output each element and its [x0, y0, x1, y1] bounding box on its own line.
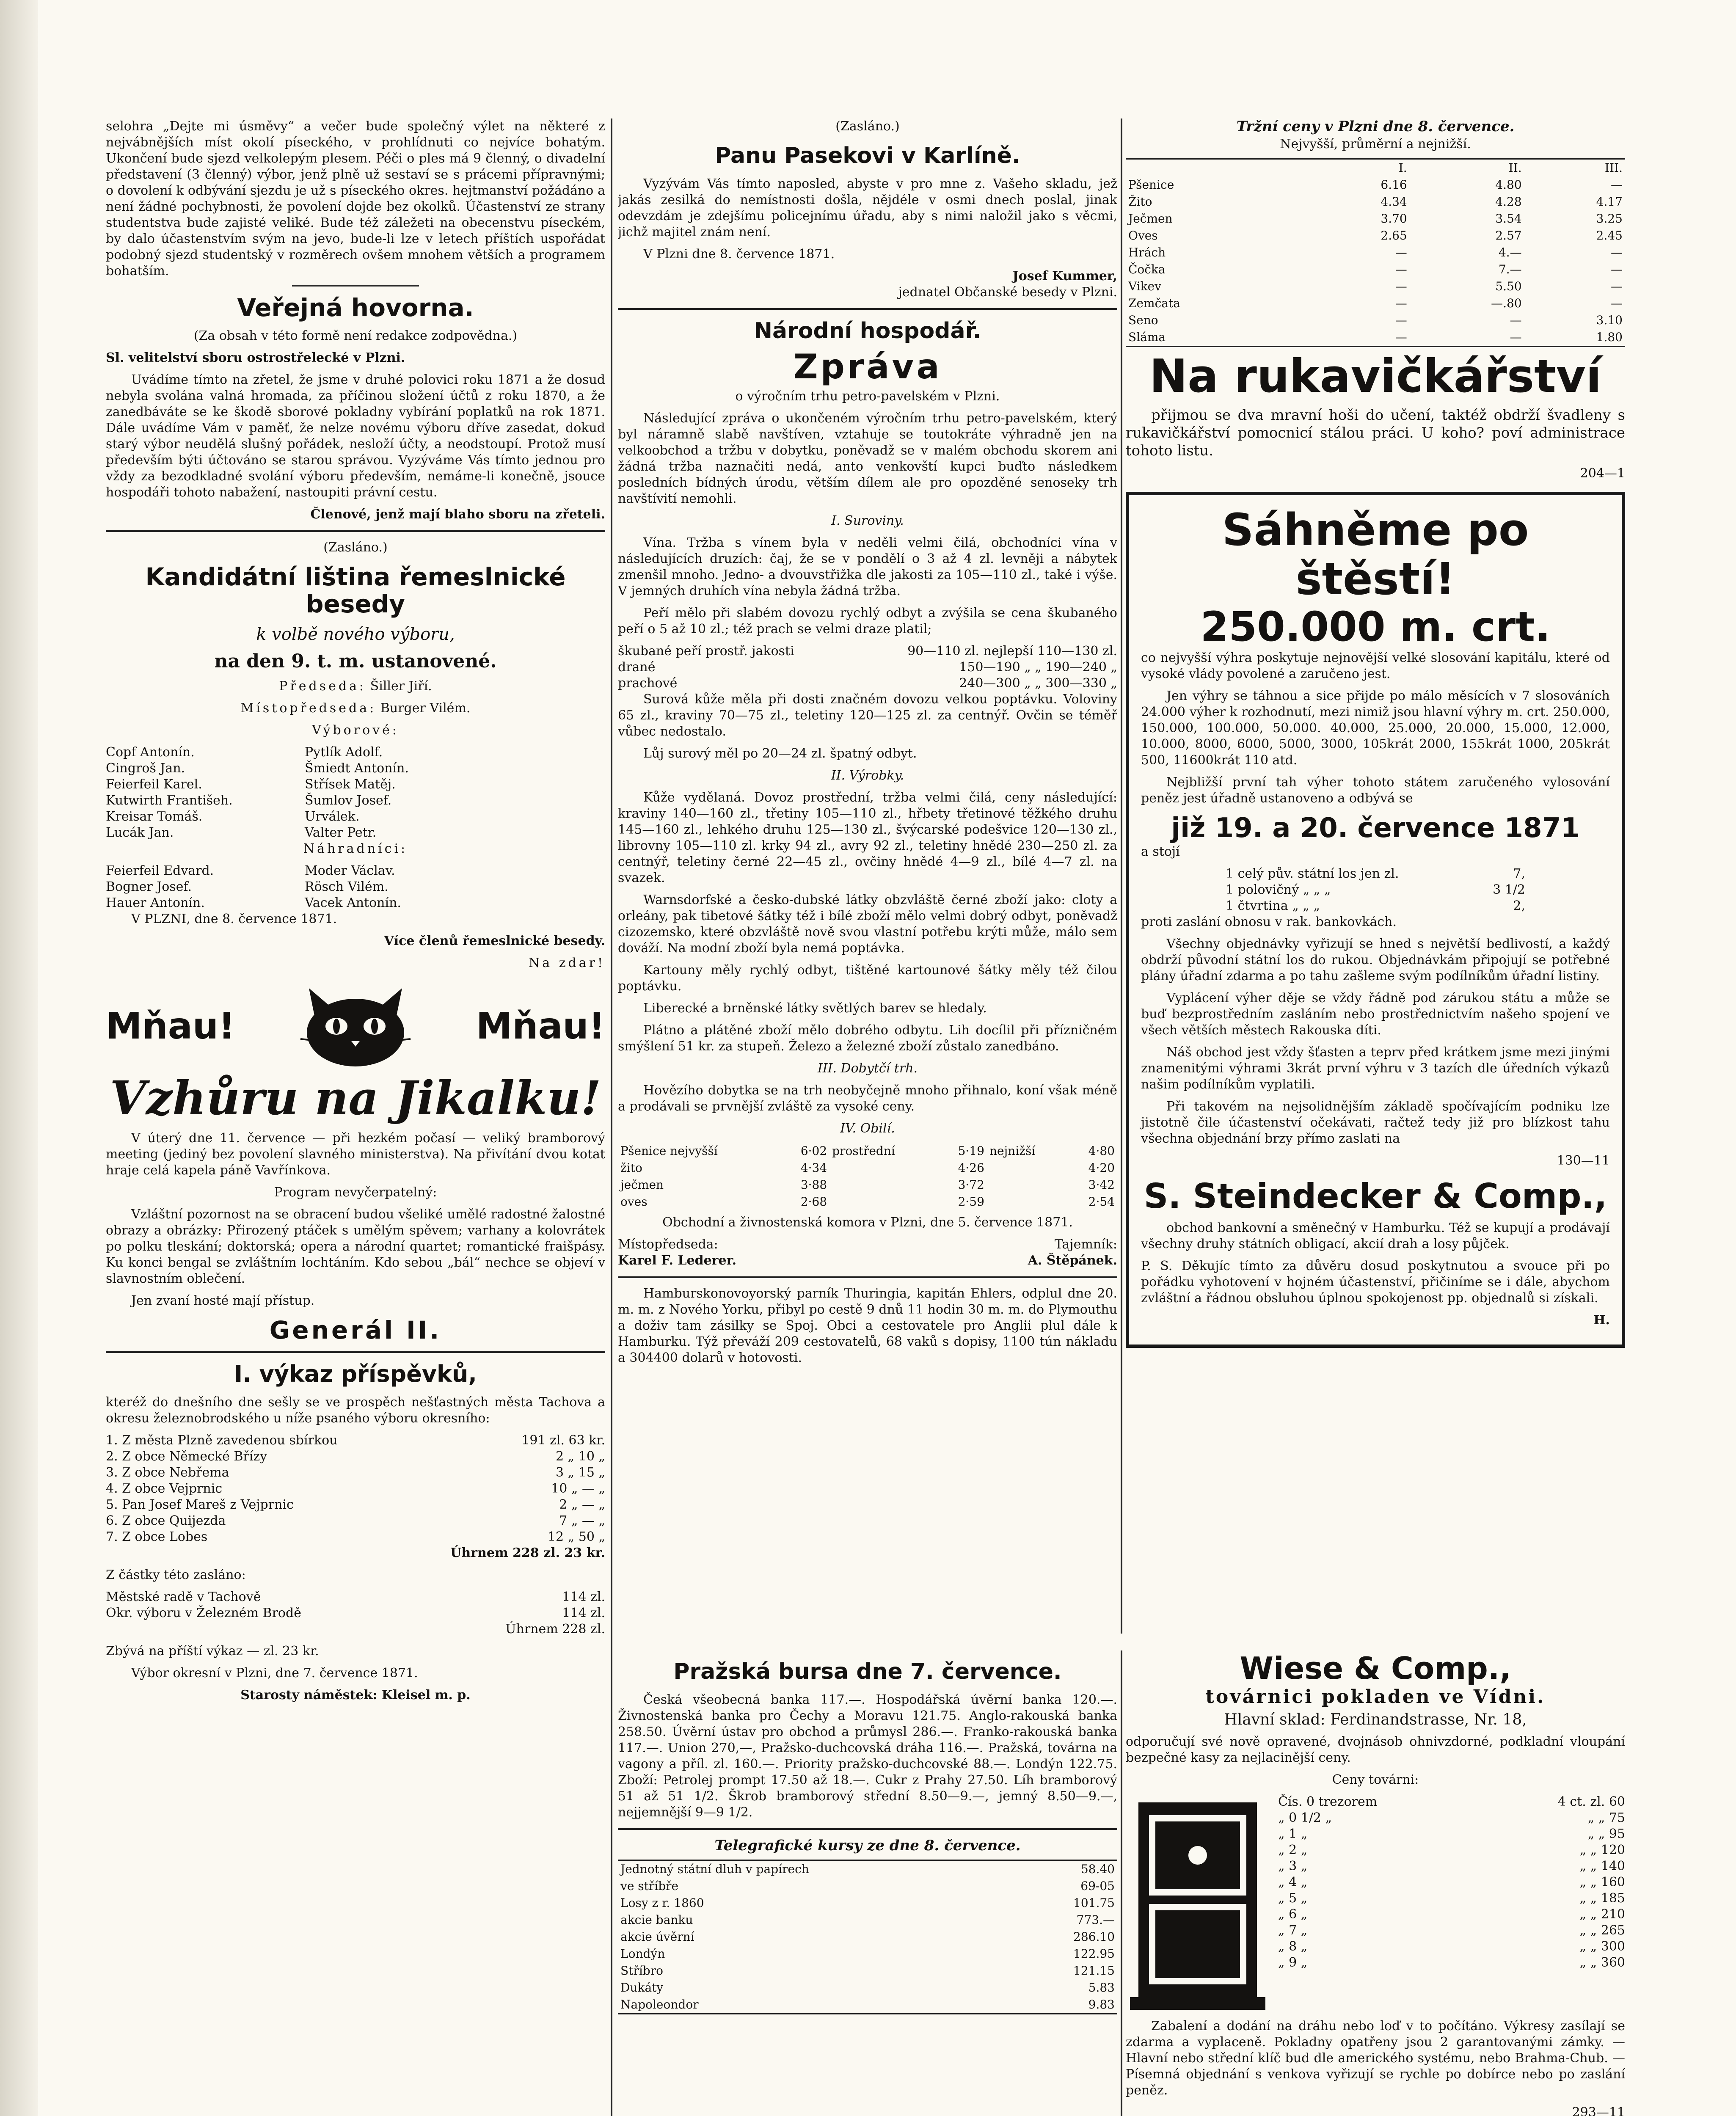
public-forum-title: Veřejná hovorna.: [237, 293, 474, 322]
market-prices-title: Tržní ceny v Plzni dne 8. července.: [1236, 118, 1515, 135]
lottery-amount: 250.000 m. crt.: [1200, 603, 1551, 650]
wiese-warehouse: Hlavní sklad: Ferdinandstrasse, Nr. 18,: [1224, 1711, 1527, 1728]
student-trip-article: selohra „Dejte mi úsměvy“ a večer bude společný výlet na některé z nejvábnějších míst okolí píseckého, v prohlídnuti co nejvíce bohatým. Ukončení bude sjezd velkolepým plesem. Péči o ples má 9 členný, o divadelní představení (3 členný) výbor, jenž plně už sestaví se s prácemi přípravnými; o dovolení k odbývání sjezdu je už s píseckého okres. hejtmanství požádáno a není žádné pochybnosti, že povolení dojde bez okolků. Účastenství ze strany studentstva bude zajisté veliké. Bude též záležeti na obecenstvu píseckém, by dalo účastenstvím svým na jevo, bude-li lze v letech příštích uspořádat podobný sjezd studentský v rozměrech ovšem mnohem větších a programem bohatším.: [106, 119, 605, 278]
program-title: Program nevyčerpatelný:: [274, 1185, 437, 1200]
list-item: Okr. výboru v Železném Brodě 114 zl.: [106, 1606, 605, 1620]
program-text: Vzláštní pozornost na se obracení budou všeliké umělé radostné žalostné obrazy a obrázky: Přirozený ptáček s umělým spěvem; varhany a kolovrátek po polku tleskání; doktorská; opera a národní quartet; romantické fraišpásy. Ku konci bengal se zvláštním lochtáním. Kdo sebou „bál“ nechce se objeví v slavnostním oblečení.: [106, 1207, 605, 1286]
table-row: Napoleondor 9.83: [620, 1998, 1115, 2011]
list-item: Lucák Jan. Valter Petr.: [106, 825, 377, 840]
steamer-text: Hamburskonovoyorský parník Thuringia, kapitán Ehlers, odplul dne 20. m. m. z Nového Yorku, přibyl po cestě 9 dnů 11 hodin 30 m. m. do Plymouthu a doživ tam zásilky se Spoj. Obci a cestovatele pro Anglii plul dále k Hamburku. Týž převáží 209 cestovatelů, 68 vaků s dopisy, 1100 tún nákladu a 304400 dolarů v hotovosti.: [618, 1286, 1117, 1365]
table-row: ječmen 3·88 3·72 3·42: [620, 1178, 1115, 1192]
page-fold-shadow: [0, 0, 38, 2116]
chamber-line: Obchodní a živnostenská komora v Plzni, dne 5. července 1871.: [662, 1215, 1073, 1230]
grain-heading: IV. Obilí.: [840, 1121, 895, 1136]
wiese-prices-label: Ceny továrni:: [1332, 1772, 1419, 1787]
pasek-title: Panu Pasekovi v Karlíně.: [715, 143, 1020, 168]
cat-head-icon: [292, 984, 419, 1069]
safe-illustration-icon: [1126, 1794, 1270, 2014]
wiese-body: [1126, 1794, 1625, 2014]
list-item: 4. Z obce Vejprnic 10 „ — „: [106, 1481, 605, 1496]
submitted-label-2: (Zasláno.): [835, 119, 900, 134]
committee-list: [106, 744, 605, 841]
table-row: Stříbro 121.15: [620, 1964, 1115, 1978]
telegraph-title: Telegrafické kursy ze dne 8. července.: [714, 1837, 1021, 1854]
list-item: 1 čtvrtina „ „ „ 2,: [1226, 898, 1525, 913]
list-item: „ 6 „ „ „ 210: [1278, 1907, 1625, 1922]
tallow-text: Lůj surový měl po 20—24 zl. špatný odbyt.: [643, 746, 917, 761]
chamber-signatures: [618, 1237, 1117, 1253]
lottery-text-2: Jen výhry se táhnou a sice přijde po málo měsících v 7 slosováních 24.000 výher k rozhodnutí, mezi nimiž jsou hlavní výhry m. crt. 250.000, 150.000, 100.000, 50.000. 40.000, 25.000, 20.000, 15.000, 12.000, 10.000, 8000, 6000, 5000, 3000, 105krát 2000, 155krát 1000, 205krát 500, 11600krát 110 atd.: [1141, 689, 1610, 768]
pasek-place: V Plzni dne 8. července 1871.: [643, 247, 835, 262]
wiese-subtitle: továrnici pokladen ve Vídni.: [1205, 1686, 1546, 1708]
jikalka-guests: Jen zvaní hosté mají přístup.: [131, 1293, 315, 1308]
glove-ad-title: Na rukavičkářství: [1149, 350, 1602, 403]
list-item: „ 9 „ „ „ 360: [1278, 1955, 1625, 1970]
glove-ad-number: 204—1: [1580, 466, 1625, 481]
vice-chair-name: Karel F. Lederer.: [618, 1253, 737, 1268]
list-item: 1 polovičný „ „ „ 3 1/2: [1226, 882, 1525, 897]
table-row: Dukáty 5.83: [620, 1981, 1115, 1995]
glove-ad-text: přijmou se dva mravní hoši do učení, taktéž obdrží švadleny s rukavičkářství pomocnicí stálou práci. U koho? poví administrace tohoto listu.: [1126, 407, 1625, 459]
economy-section-title: Národní hospodář.: [754, 318, 981, 344]
table-row: akcie banku 773.—: [620, 1913, 1115, 1927]
steindecker-initial: H.: [1593, 1313, 1610, 1328]
table-row: Losy z r. 1860 101.75: [620, 1896, 1115, 1910]
grain-prices-table: [618, 1143, 1117, 1210]
meow-left: Mňau!: [106, 1005, 235, 1047]
public-forum-text: Uvádíme tímto na zřetel, že jsme v druhé polovici roku 1871 a že dosud nebyla svolána valná hromada, za příčinou složení účtů z roku 1870, a že zanedbáváte se ke škodě sborové pokladny vybírání poplatků na rok 1871. Dále uvádíme Vám v paměť, že nelze novému výboru dříve zasedat, dokud starý výbor neudělá slušný pořádek, nesloží účty, a neodstoupí. Protož musí především býti účtováno se starou správou. Vyzýváme Vás tímto jednou pro vždy za bezodkladné svolání výboru především, nemáme-li konečně, jsouce hospodáři tohoto nabažení, nastoupiti právní cestu.: [106, 372, 605, 500]
candidate-list-date: na den 9. t. m. ustanovené.: [214, 650, 497, 672]
table-row: Pšenice 6.16 4.80 —: [1128, 178, 1623, 192]
column-1: [106, 118, 605, 2116]
vice-chairman-label: Místopředseda:: [240, 701, 377, 716]
sent-title: Z částky této zasláno:: [106, 1568, 246, 1582]
list-item: prachové 240—300 „ „ 300—330 „: [618, 676, 1117, 691]
column-rule: [1121, 1650, 1122, 2116]
cotton-text: Kartouny měly rychlý odbyt, tištěné kartounové šátky měly též čilou poptávku.: [618, 963, 1117, 994]
lottery-ad: [1126, 492, 1625, 1348]
wiese-price-list: [1278, 1794, 1625, 2014]
list-item: Bogner Josef. Rösch Vilém.: [106, 879, 389, 894]
list-item: 1. Z města Plzně zavedenou sbírkou 191 zl. 63 kr.: [106, 1433, 605, 1448]
column-rule: [611, 118, 612, 2116]
list-item: „ 3 „ „ „ 140: [1278, 1859, 1625, 1874]
table-row: Seno — — 3.10: [1128, 313, 1623, 327]
table-row: Oves 2.65 2.57 2.45: [1128, 229, 1623, 242]
chairman-label: Předseda:: [279, 679, 366, 694]
divider: [106, 1351, 605, 1353]
lottery-headline: Sáhněme po štěstí!: [1222, 504, 1529, 605]
market-report-title: Zpráva: [793, 347, 942, 386]
vice-chair-label: Místopředseda:: [618, 1237, 718, 1252]
table-row: oves 2·68 2·59 2·54: [620, 1195, 1115, 1209]
feathers-text: Peří mělo při slabém dovozu rychlý odbyt a zvýšila se cena škubaného peří o 5 až 10 zl.; též prach se velmi draze platil;: [618, 606, 1117, 636]
list-item: drané 150—190 „ „ 190—240 „: [618, 660, 1117, 675]
list-item: 6. Z obce Quijezda 7 „ — „: [106, 1513, 605, 1528]
list-item: „ 4 „ „ „ 160: [1278, 1875, 1625, 1890]
remaining: Zbývá na příští výkaz — zl. 23 kr.: [106, 1644, 319, 1659]
donations-total: Úhrnem 228 zl. 23 kr.: [450, 1546, 605, 1560]
market-report-subtitle: o výročním trhu petro-pavelském v Plzni.: [735, 389, 1000, 404]
table-row: Londýn 122.95: [620, 1947, 1115, 1961]
substitutes-list: [106, 863, 605, 911]
lottery-text-3: Nejbližší první tah výher tohoto státem zaručeného vylosování peněz jest úřadně ustanoveno a odbývá se: [1141, 775, 1610, 806]
wiese-title: Wiese & Comp.,: [1240, 1650, 1511, 1686]
liberec-text: Liberecké a brněnské látky světlých barev se hledaly.: [643, 1001, 987, 1016]
lottery-costs-label: a stojí: [1141, 844, 1180, 859]
market-report-intro: Následující zpráva o ukončeném výročním trhu petro-pavelském, který byl náramně slabě navštíven, vztahuje se toutokráte výhradně jen na velkoobchod a tržbu v dobytku, poněvadž se v malém obchodu skorem ani žádná tržba naznačiti nedá, anto venkovští kupci buďto následkem posledních bídných úrodu, větším dílem ale pro opozděné senoseky trh navštívití nemohli.: [618, 411, 1117, 506]
substitutes-label: Náhradníci:: [303, 841, 408, 856]
jikalka-headline: Vzhůru na Jikalku!: [110, 1071, 601, 1125]
list-item: 1 celý pův. státní los jen zl. 7,: [1226, 866, 1525, 881]
list-item: „ 8 „ „ „ 300: [1278, 1939, 1625, 1954]
list-item: „ 0 1/2 „ „ „ 75: [1278, 1810, 1625, 1825]
wiese-ad: [1126, 1650, 1625, 2116]
submitted-label: (Zasláno.): [323, 540, 388, 555]
lottery-text-8: Při takovém na nejsolidnějším základě spočívajícím podniku lze jistotně čile účastenství očekávati, račtež tedy již pro blízkost tahu všechna objednání brzy přímo zaslati na: [1141, 1099, 1610, 1146]
divider: [618, 308, 1117, 310]
lottery-date: již 19. a 20. července 1871: [1171, 813, 1580, 844]
donations-signature: Starosty náměstek: Kleisel m. p.: [240, 1688, 471, 1703]
table-row: Sláma — — 1.80: [1128, 330, 1623, 344]
pasek-signature: Josef Kummer,: [1012, 269, 1117, 284]
bourse-text: Česká všeobecná banka 117.—. Hospodářská úvěrní banka 120.—. Živnostenská banka pro Čechy a Moravu 121.75. Anglo-rakouská banka 258.50. Úvěrní ústav pro obchod a průmysl 286.—. Franko-rakouská banka 117.—. Union 270,—, Pražsko-duchcovská dráha 116.—. Pražská, továrna na vagony a příl. zl. 160.—. Priority pražsko-duchcovské 88.—. Londýn 122.75. Zboží: Petrolej prompt 17.50 až 18.—. Cukr z Prahy 27.50. Líh bramborový 51 až 51 1/2. Škrob bramborový střední 8.50—9.—, jemný 8.50—9.—, nejjemnější 9—9 1/2.: [618, 1692, 1117, 1820]
list-item: škubané peří prostř. jakosti 90—110 zl. nejlepší 110—130 zl.: [618, 644, 1117, 658]
lottery-text-6: Vyplácení výher děje se vždy řádně pod zárukou státu a může se buď bezprostředním zasláním nebo prostřednictvím našeho spojení ve všech větších městech Rakouska díti.: [1141, 991, 1610, 1038]
wiese-number: 293—11: [1572, 2105, 1625, 2116]
column-2: [618, 118, 1117, 1634]
candidate-list-signature: Více členů řemeslnické besedy.: [384, 934, 605, 948]
list-item: Cingroš Jan. Šmiedt Antonín.: [106, 761, 409, 776]
cattle-text: Hovězího dobytka se na trh neobyčejně mnoho přihnalo, koní však méně a prodávali se prvnější zvláště za vysoké ceny.: [618, 1083, 1117, 1114]
lottery-text-7: Náš obchod jest vždy šťasten a teprv před krátkem jsme mezi jinými znamenitými výhrami 3krát první výhru v 3 tazích dle úředních výkazů našim podílníkům vyplatili.: [1141, 1045, 1610, 1092]
list-item: Čís. 0 trezorem 4 ct. zl. 60: [1278, 1794, 1625, 1809]
divider: [292, 285, 419, 287]
table-row: Čočka — 7.— —: [1128, 262, 1623, 276]
lottery-text-1: co nejvyšší výhra poskytuje nejnovější velké slosování kapitálu, které od vysoké vlády povolené a zaručeno jest.: [1141, 650, 1610, 681]
chairman-name: Šiller Jiří.: [370, 679, 432, 694]
leather-text: Kůže vydělaná. Dovoz prostřední, tržba velmi čilá, ceny následující: kraviny 140—160 zl., třetiny 105—110 zl., hřbety třetinové těžkého druhu 145—160 zl., lehkého druhu 125—130 zl., švýcarské podešvice 120—130 zl., librovny 105—110 zl. krky 94 zl., avry 92 zl., teletiny hnědé 230—250 zl. za centnýř, teletiny černé 22—45 zl., ovčiny hnědé 4—9 zl., bílé 4—7 zl. na svazek.: [618, 790, 1117, 885]
column-3: [1126, 118, 1625, 1634]
donations-text: kteréž do dnešního dne sešly se ve prospěch nešťastných města Tachova a okresu železnobrodského u níže psaného výboru okresního:: [106, 1395, 605, 1426]
list-item: „ 7 „ „ „ 265: [1278, 1923, 1625, 1938]
steindecker-ps: P. S. Děkujíc tímto za důvěru dosud poskytnutou a svouce při po pořádku vyhotovení v hojném účastenství, přičiníme se i dále, abychom zvláštní a řádnou obsluhou úplnou spokojenost pp. objednalů si získali.: [1141, 1259, 1610, 1306]
market-prices-table: [1126, 158, 1625, 347]
steindecker-name: S. Steindecker & Comp.,: [1144, 1176, 1607, 1216]
divider: [106, 530, 605, 532]
candidate-list-place: V PLZNI, dne 8. července 1871.: [131, 912, 337, 926]
list-item: „ 5 „ „ „ 185: [1278, 1891, 1625, 1906]
pasek-signature-role: jednatel Občanské besedy v Plzni.: [898, 285, 1117, 300]
table-row: Jednotný státní dluh v papírech 58.40: [620, 1862, 1115, 1876]
exchange-block: [618, 1650, 1117, 2116]
list-item: „ 2 „ „ „ 120: [1278, 1843, 1625, 1857]
list-item: 5. Pan Josef Mareš z Vejprnic 2 „ — „: [106, 1497, 605, 1512]
steindecker-text: obchod bankovní a směnečný v Hamburku. Též se kupují a prodávají všechny druhy státních obligací, akcií drah a losy půjček.: [1141, 1221, 1610, 1251]
general-signature: Generál II.: [269, 1316, 442, 1345]
table-row: žito 4·34 4·26 4·20: [620, 1161, 1115, 1175]
table-row: Zemčata — —.80 —: [1128, 296, 1623, 310]
donations-place: Výbor okresní v Plzni, dne 7. července 1871.: [131, 1666, 418, 1681]
donations-list: [106, 1433, 605, 1545]
column-rule: [1121, 118, 1122, 1634]
lottery-text-4: proti zaslání obnosu v rak. bankovkách.: [1141, 915, 1397, 929]
pasek-text: Vyzývám Vás tímto naposled, abyste v pro mne z. Vašeho skladu, jež jakás zesilká do nemístnosti došla, nějdéle v osmi dnech poslal, jinak odevzdám je zdejšímu policejnímu úřadu, aby s nimi naložil jako s věcmi, jichž majitel znám není.: [618, 176, 1117, 240]
table-row: Vikev — 5.50 —: [1128, 279, 1623, 293]
table-header: I. II. III.: [1398, 161, 1623, 175]
list-item: Kutwirth Františeh. Šumlov Josef.: [106, 793, 392, 808]
public-forum-signature: Členové, jenž mají blaho sboru na zřeteli.: [310, 507, 605, 522]
list-item: 3. Z obce Nebřema 3 „ 15 „: [106, 1465, 605, 1480]
candidate-list-greeting: Na zdar!: [529, 956, 605, 970]
list-item: Feierfeil Karel. Střísek Matěj.: [106, 777, 396, 792]
committee-label: Výborové:: [312, 723, 399, 738]
public-forum-note: (Za obsah v této formě není redakce zodpovědna.): [193, 328, 518, 343]
table-row: Pšenice nejvyšší 6·02 prostřední 5·19 nejnižší 4·80: [620, 1144, 1115, 1158]
raw-materials-heading: I. Suroviny.: [831, 513, 904, 528]
secretary-label: Tajemník:: [1054, 1237, 1117, 1252]
chamber-names: [618, 1253, 1117, 1269]
list-item: 2. Z obce Německé Břízy 2 „ 10 „: [106, 1449, 605, 1464]
candidate-list-title: Kandidátní liština řemeslnické besedy: [145, 562, 566, 618]
list-item: Městské radě v Tachově 114 zl.: [106, 1590, 605, 1604]
secretary-name: A. Štěpánek.: [1028, 1253, 1117, 1268]
list-item: 7. Z obce Lobes 12 „ 50 „: [106, 1529, 605, 1544]
list-item: „ 1 „ „ „ 95: [1278, 1827, 1625, 1841]
list-item: Copf Antonín. Pytlík Adolf.: [106, 745, 383, 760]
table-row: Hrách — 4.— —: [1128, 245, 1623, 259]
hides-text: Surová kůže měla při dosti značném dovozu velkou poptávku. Voloviny 65 zl., kraviny 70—75 zl., teletiny 120—125 zl. za centnýř. Ovčin se téměř vůbec nedostalo.: [618, 692, 1117, 739]
market-prices-subtitle: Nejvyšší, průměrní a nejnižší.: [1280, 137, 1471, 152]
table-row: Žito 4.34 4.28 4.17: [1128, 195, 1623, 209]
vice-chairman-name: Burger Vilém.: [380, 701, 471, 716]
lottery-prices: [1141, 866, 1610, 914]
table-row: ve stříbře 69-05: [620, 1879, 1115, 1893]
textiles-text: Warnsdorfské a česko-dubské látky obzvláště černé zboží jako: cloty a orleány, pak tibetové šátky též i bílé zboží mělo velmi dobrý odbyt, poněvadž cizozemsko, které obzvláště nově svou vlastní potřebu krýti může, málo sem dováží. Na modní zboží byla nemá poptávka.: [618, 893, 1117, 956]
donations-title: I. výkaz příspěvků,: [234, 1361, 477, 1387]
lottery-number: 130—11: [1557, 1153, 1610, 1168]
cat-banner: [106, 984, 605, 1069]
list-item: Kreisar Tomáš. Urválek.: [106, 809, 360, 824]
public-forum-address: Sl. velitelství sboru ostrostřelecké v Plzni.: [106, 350, 405, 365]
jikalka-text: V úterý dne 11. července — při hezkém počasí — veliký bramborový meeting (jediný bez povolení slavného ministerstva). Na přivítání dvou kotat hraje celá kapela páně Vavřínkova.: [106, 1131, 605, 1178]
candidate-list-subtitle: k volbě nového výboru,: [256, 625, 455, 644]
feathers-prices: [618, 643, 1117, 692]
list-item: Hauer Antonín. Vacek Antonín.: [106, 895, 401, 910]
linen-text: Plátno a plátěné zboží mělo dobrého odbytu. Lih docílil při přízničném smýšlení 51 kr. za stupeň. Železo a železné zboží zůstalo zanedbáno.: [618, 1023, 1117, 1054]
sent-total: Úhrnem 228 zl.: [505, 1622, 605, 1637]
divider: [618, 1276, 1117, 1278]
table-row: akcie úvěrní 286.10: [620, 1930, 1115, 1944]
bourse-title: Pražská bursa dne 7. července.: [673, 1659, 1062, 1684]
meow-right: Mňau!: [476, 1005, 605, 1047]
cattle-heading: III. Dobytčí trh.: [817, 1061, 918, 1076]
wiese-text-2: Zabalení a dodání na dráhu nebo loď v to počítáno. Výkresy zasílají se zdarma a vyplaceně. Pokladny opatřeny jsou 2 garantovanými zámky. — Hlavní nebo střední klíč bud dle amerického systému, nebo Brahma-Chub. — Písemná objednání s venkova vyřizují se rychle po dobírce nebo po zaslání peněz.: [1126, 2019, 1625, 2098]
wine-text: Vína. Tržba s vínem byla v neděli velmi čilá, obchodníci vína v následujících druzích: čaj, že se v pondělí o 3 až 4 zl. levněji a nábytek zmenšil mnoho. Jedno- a dvouvstřižka dle jakosti za 105—110 zl., také i výše. V jemných druhích vína nebyla žádná tržba.: [618, 535, 1117, 598]
lottery-text-5: Všechny objednávky vyřizují se hned s největší bedlivostí, a každý obdrží původní státní los do rukou. Objednávkám připojují se potřebné plány úřadní zdarma a po tahu zašleme svým podílníkům úřadní listiny.: [1141, 937, 1610, 984]
telegraph-table: [618, 1860, 1117, 2014]
list-item: Feierfeil Edvard. Moder Václav.: [106, 863, 395, 878]
wiese-text: odporučují své nově opravené, dvojnásob ohnivzdorné, podkladní vloupání bezpečné kasy za nejlacinější ceny.: [1126, 1734, 1625, 1765]
table-row: Ječmen 3.70 3.54 3.25: [1128, 212, 1623, 226]
products-heading: II. Výrobky.: [831, 768, 904, 783]
divider: [618, 1828, 1117, 1830]
